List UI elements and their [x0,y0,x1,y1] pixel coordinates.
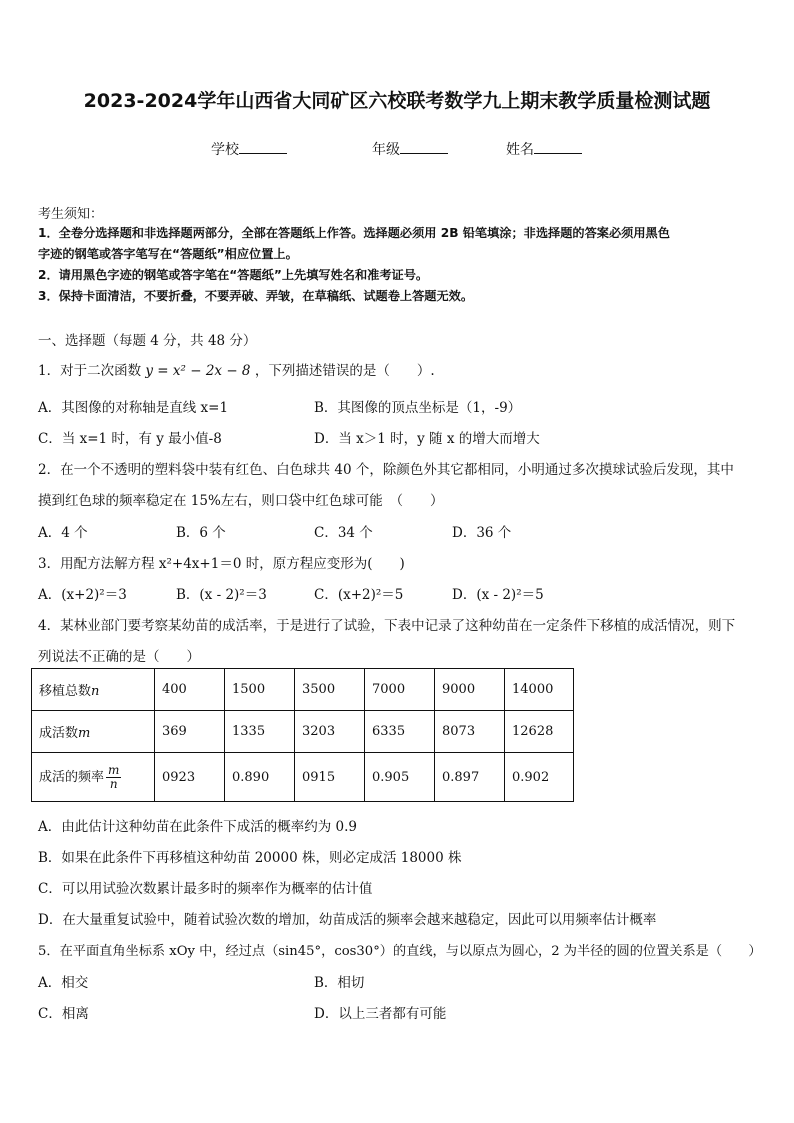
q1-option-a: A．其图像的对称轴是直线 x=1 [38,400,229,416]
table-cell: 0.902 [505,753,574,802]
table-row-label: 成活的频率 $\frac{m}{n}$ [32,753,155,802]
notice-item-3: 3．保持卡面清洁，不要折叠，不要弄破、弄皱，在草稿纸、试题卷上答题无效。 [38,289,474,303]
question-4-line-1: 4．某林业部门要考察某幼苗的成活率，于是进行了试验，下表中记录了这种幼苗在一定条件下移植的成活情况，则下 [38,618,736,634]
table-cell: 6335 [365,711,435,753]
notice-item-2: 2．请用黑色字迹的钢笔或答字笔在“答题纸”上先填写姓名和准考证号。 [38,268,429,282]
q4-option-c: C．可以用试验次数累计最多时的频率作为概率的估计值 [38,881,373,897]
table-cell: 3203 [295,711,365,753]
table-row [32,753,574,802]
notice-item-1-line-2: 字迹的钢笔或答字笔写在“答题纸”相应位置上。 [38,247,298,261]
q5-option-b: B．相切 [314,975,365,991]
q1-option-d: D．当 x＞1 时，y 随 x 的增大而增大 [314,431,540,447]
table-cell: 0.890 [225,753,295,802]
table-cell: 9000 [435,669,505,711]
table-row [32,711,574,753]
q3-option-b: B．(x - 2)²＝3 [176,587,267,603]
q1-stem-pre: 1．对于二次函数 [38,363,142,379]
q4-option-a: A．由此估计这种幼苗在此条件下成活的概率约为 0.9 [38,819,358,835]
notice-heading: 考生须知： [38,207,104,222]
q3-option-a: A．(x+2)²＝3 [38,587,127,603]
q5-option-d: D．以上三者都有可能 [314,1006,447,1022]
table-cell: 8073 [435,711,505,753]
q1-option-c: C．当 x=1 时，有 y 最小值-8 [38,431,222,447]
table-cell: 0915 [295,753,365,802]
name-blank [534,140,582,154]
table-cell: 12628 [505,711,574,753]
table-cell: 0923 [155,753,225,802]
school-blank [239,140,287,154]
table-cell: 0.905 [365,753,435,802]
q4-option-b: B．如果在此条件下再移植这种幼苗 20000 株，则必定成活 18000 株 [38,850,462,866]
question-2-line-1: 2．在一个不透明的塑料袋中装有红色、白色球共 40 个，除颜色外其它都相同，小明通过多次摸球试验后发现，其中 [38,462,734,478]
table-cell: 7000 [365,669,435,711]
table-cell: 1335 [225,711,295,753]
q1-formula: y = x² − 2x − 8 [145,363,251,379]
section-heading-choice: 一、选择题（每题 4 分，共 48 分） [38,333,257,349]
table-row [32,669,574,711]
q4-option-d: D．在大量重复试验中，随着试验次数的增加，幼苗成活的频率会越来越稳定，因此可以用频率估计概率 [38,912,657,928]
q2-option-a: A．4 个 [38,525,88,541]
fraction-m-over-n: $\frac{m}{n}$ [108,762,120,791]
q1-stem-post: ，下列描述错误的是（ ）. [254,363,435,379]
question-1-stem [38,359,435,379]
table-cell: 14000 [505,669,574,711]
table-cell: 3500 [295,669,365,711]
table-cell: 369 [155,711,225,753]
name-field [506,139,582,159]
seedling-table [31,668,574,802]
name-label: 姓名 [506,142,534,158]
question-5-stem: 5．在平面直角坐标系 xOy 中，经过点（sin45°，cos30°）的直线，与以原点为圆心，2 为半径的圆的位置关系是（ ） [38,944,762,959]
q1-option-b: B．其图像的顶点坐标是（1，-9） [314,400,522,416]
school-label: 学校 [211,142,239,158]
q5-option-c: C．相离 [38,1006,89,1022]
grade-field [372,139,448,159]
q3-option-c: C．(x+2)²＝5 [314,587,404,603]
table-cell: 1500 [225,669,295,711]
table-row-label: 移植总数n [32,669,155,711]
grade-blank [400,140,448,154]
table-cell: 400 [155,669,225,711]
school-field [211,139,287,159]
question-4-line-2: 列说法不正确的是（ ） [38,649,200,665]
q5-option-a: A．相交 [38,975,89,991]
grade-label: 年级 [372,142,400,158]
q2-option-d: D．36 个 [452,525,512,541]
q2-option-b: B．6 个 [176,525,226,541]
question-2-line-2: 摸到红色球的频率稳定在 15%左右，则口袋中红色球可能 （ ） [38,493,444,509]
question-3-stem: 3．用配方法解方程 x²+4x+1＝0 时，原方程应变形为( ) [38,556,405,572]
q2-option-c: C．34 个 [314,525,373,541]
exam-title: 2023-2024学年山西省大同矿区六校联考数学九上期末教学质量检测试题 [83,90,711,112]
notice-item-1-line-1: 1．全卷分选择题和非选择题两部分，全部在答题纸上作答。选择题必须用 2B 铅笔填涂；非选择题的答案必须用黑色 [38,226,670,240]
table-row-label: 成活数m [32,711,155,753]
q3-option-d: D．(x - 2)²＝5 [452,587,544,603]
table-cell: 0.897 [435,753,505,802]
